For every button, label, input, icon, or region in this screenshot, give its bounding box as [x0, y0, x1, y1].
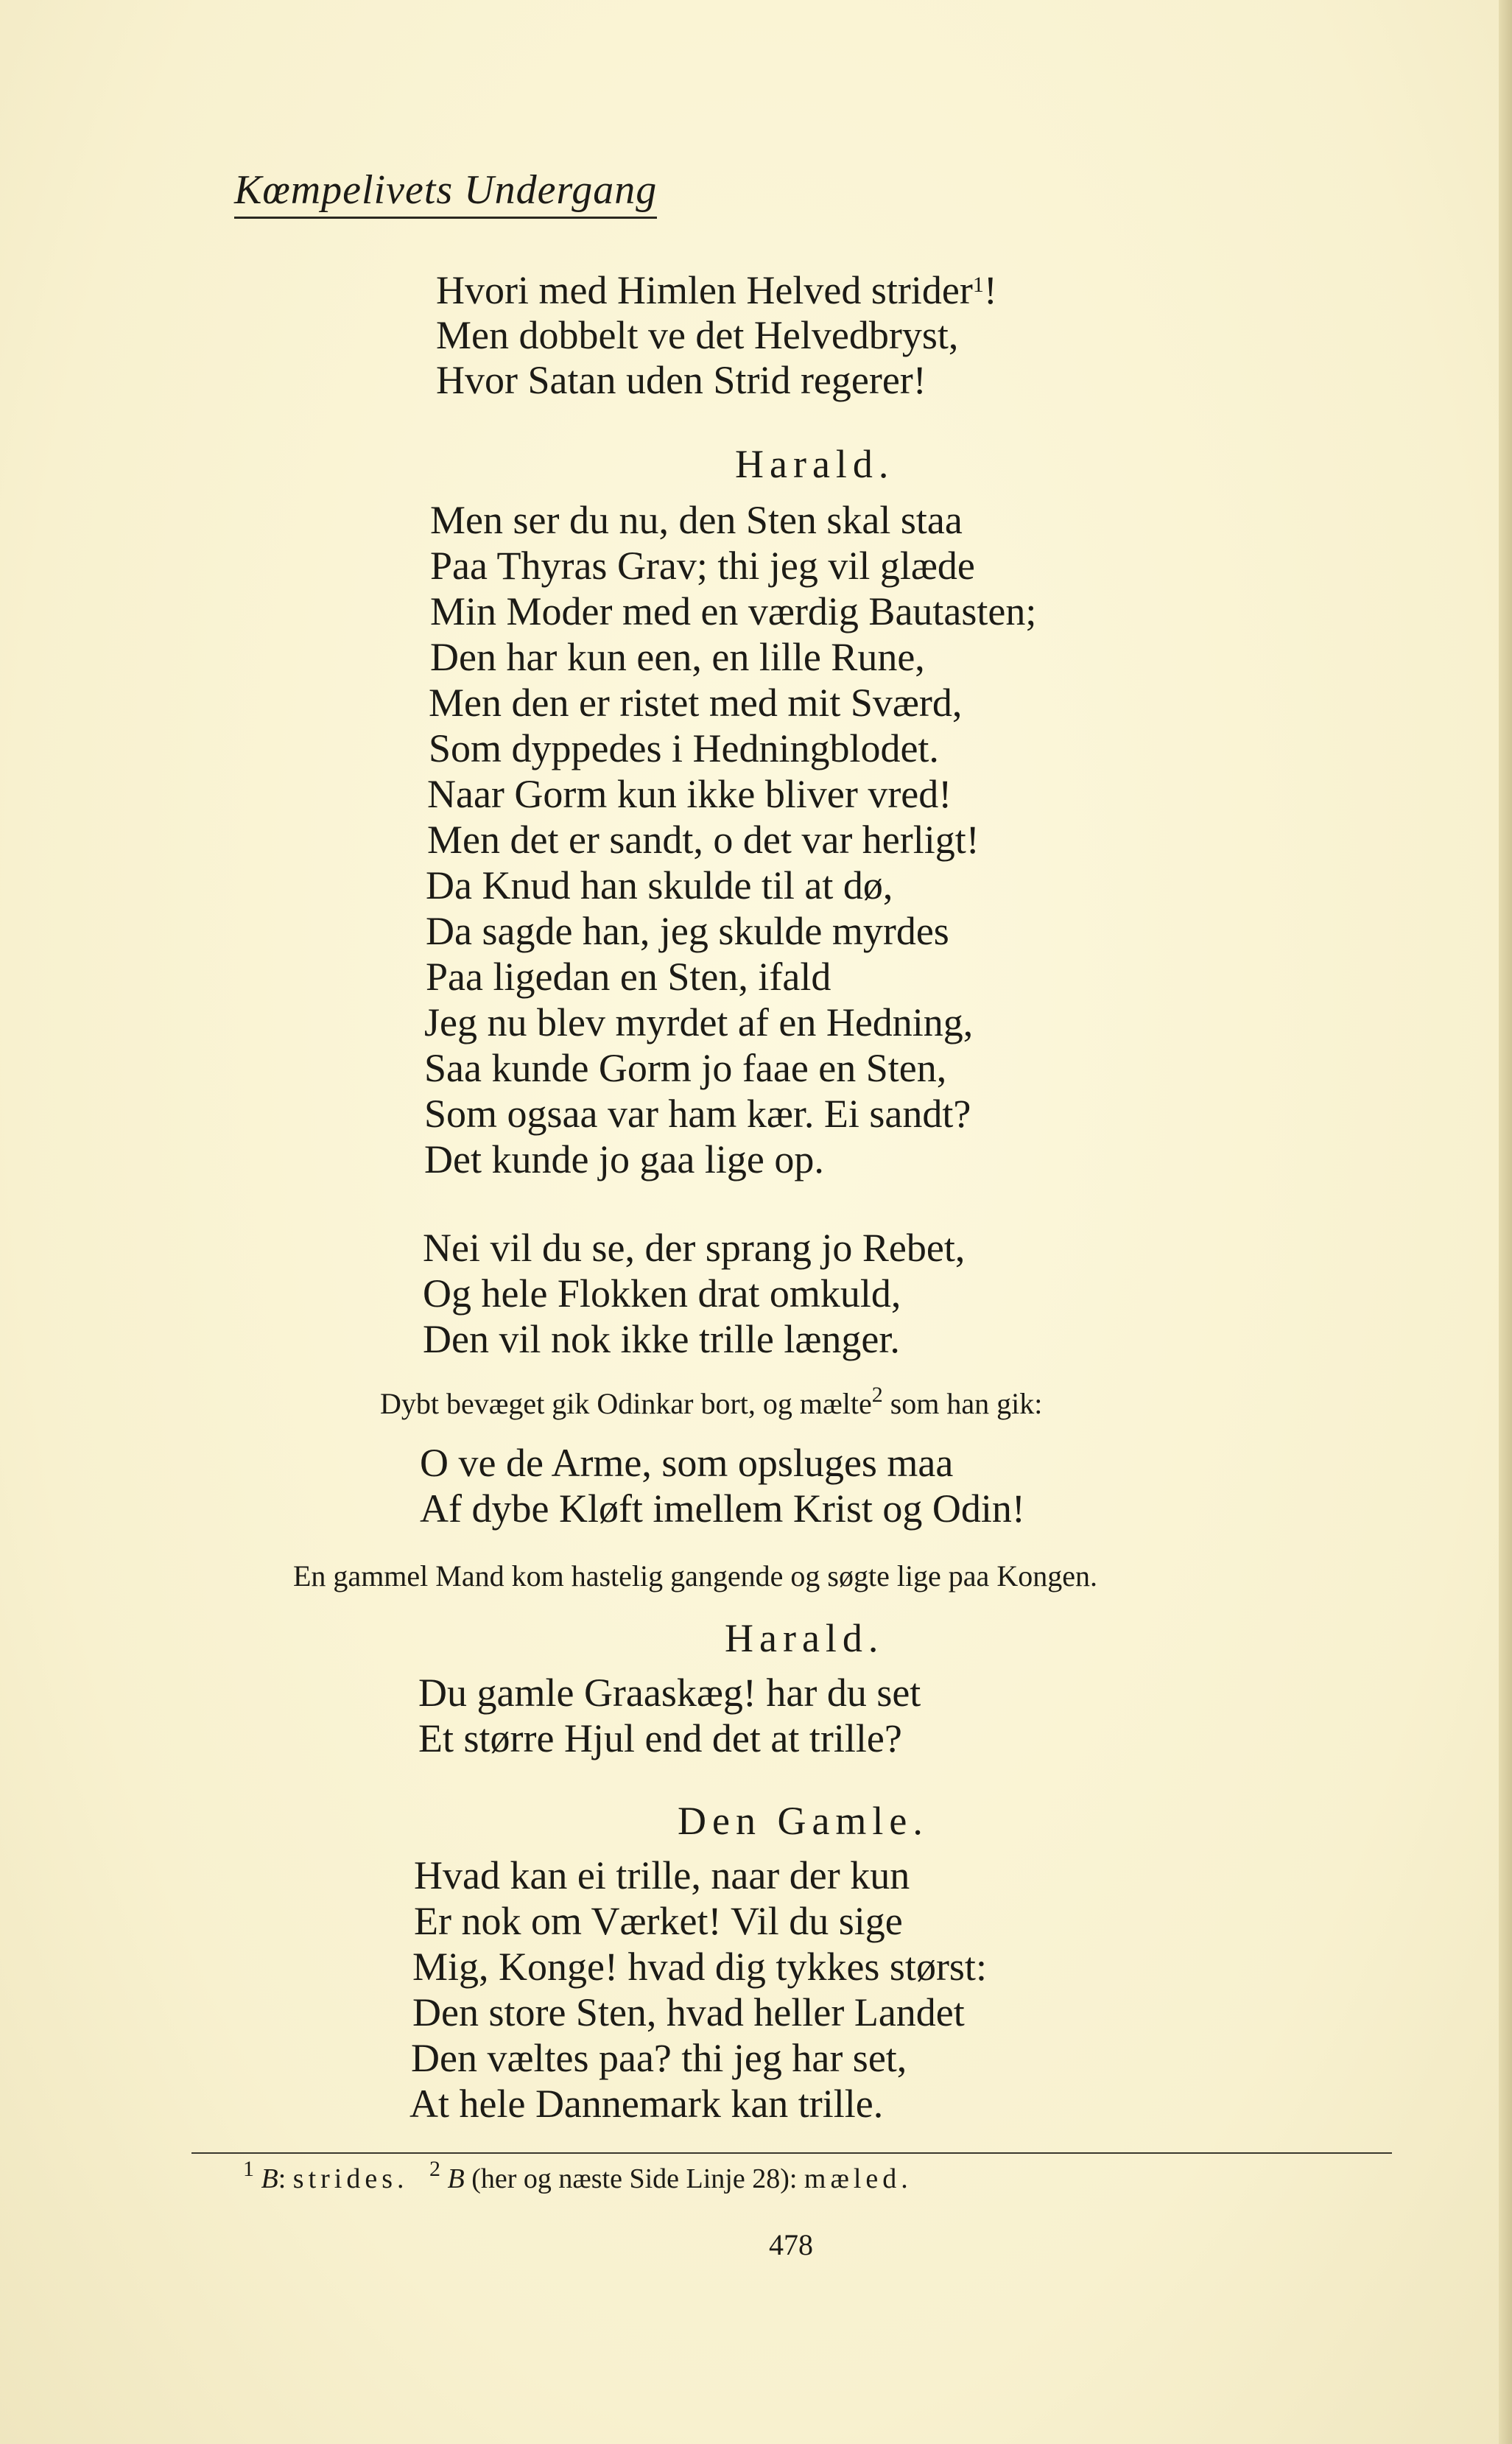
footnote-source: B	[261, 2163, 278, 2194]
verse-line: Naar Gorm kun ikke bliver vred!	[427, 772, 952, 816]
stage-direction: Dybt bevæget gik Odinkar bort, og mælte$^2$ som han gik:	[380, 1383, 1043, 1420]
verse-line: Da Knud han skulde til at dø,	[426, 863, 893, 907]
stage-direction: En gammel Mand kom hastelig gangende og søgte lige paa Kongen.	[293, 1559, 1097, 1593]
verse-line: Nei vil du se, der sprang jo Rebet,	[423, 1226, 966, 1270]
speaker-name: Den Gamle.	[678, 1799, 929, 1843]
footnote-mark: 1	[243, 2157, 254, 2181]
speaker-name: Harald.	[735, 442, 895, 486]
verse-line: Som ogsaa var ham kær. Ei sandt?	[424, 1092, 971, 1136]
footnotes: $^1$ B: strides. $^2$ B (her og næste Side Linje 28): mæled.	[243, 2157, 913, 2194]
footnote-ref[interactable]: 2	[871, 1383, 883, 1407]
verse-line: Saa kunde Gorm jo faae en Sten,	[424, 1046, 947, 1090]
page-edge	[1499, 0, 1512, 2444]
footnote-text: strides.	[292, 2163, 409, 2194]
footnote-text: mæled.	[804, 2163, 913, 2194]
verse-line: Men dobbelt ve det Helvedbryst,	[436, 313, 959, 357]
verse-line: Men ser du nu, den Sten skal staa	[430, 498, 963, 542]
page-number: 478	[769, 2228, 813, 2261]
footnote-source: B	[447, 2163, 465, 2194]
verse-line: Men den er ristet med mit Sværd,	[429, 681, 963, 725]
verse-line: Den væltes paa? thi jeg har set,	[411, 2036, 907, 2080]
verse-line: Du gamle Graaskæg! har du set	[418, 1671, 921, 1715]
footnote-ref[interactable]: 1	[972, 273, 984, 297]
verse-line: Da sagde han, jeg skulde myrdes	[426, 909, 949, 953]
verse-line: Hvor Satan uden Strid regerer!	[436, 358, 926, 402]
verse-line: Den vil nok ikke trille længer.	[423, 1317, 900, 1361]
verse-line: Og hele Flokken drat omkuld,	[423, 1271, 901, 1316]
verse-line: Den store Sten, hvad heller Landet	[412, 1990, 965, 2034]
verse-line: Min Moder med en værdig Bautasten;	[430, 589, 1037, 633]
speaker-name: Harald.	[725, 1616, 885, 1660]
verse-line: Hvori med Himlen Helved strider$^1$!	[436, 268, 997, 312]
running-head-title: Kœmpelivets Undergang	[234, 166, 657, 219]
verse-line: Af dybe Kløft imellem Krist og Odin!	[420, 1486, 1025, 1531]
verse-line: Den har kun een, en lille Rune,	[430, 635, 925, 679]
verse-line: At hele Dannemark kan trille.	[409, 2082, 884, 2126]
verse-line: Men det er sandt, o det var herligt!	[427, 818, 980, 862]
verse-line: Er nok om Værket! Vil du sige	[414, 1899, 903, 1943]
verse-line: Det kunde jo gaa lige op.	[424, 1137, 824, 1181]
verse-line: Paa ligedan en Sten, ifald	[426, 955, 831, 999]
footnote-rule	[191, 2152, 1392, 2154]
verse-line: Som dyppedes i Hedningblodet.	[429, 726, 939, 770]
verse-line: Paa Thyras Grav; thi jeg vil glæde	[430, 544, 975, 588]
footnote-mark: 2	[429, 2157, 440, 2181]
verse-line: Et større Hjul end det at trille?	[418, 1716, 902, 1760]
verse-line: Jeg nu blev myrdet af en Hedning,	[424, 1000, 974, 1044]
verse-line: Hvad kan ei trille, naar der kun	[414, 1853, 910, 1897]
footnote-paren: (her og næste Side Linje 28):	[471, 2163, 798, 2194]
verse-line: Mig, Konge! hvad dig tykkes størst:	[412, 1945, 987, 1989]
verse-line: O ve de Arme, som opsluges maa	[420, 1441, 954, 1485]
